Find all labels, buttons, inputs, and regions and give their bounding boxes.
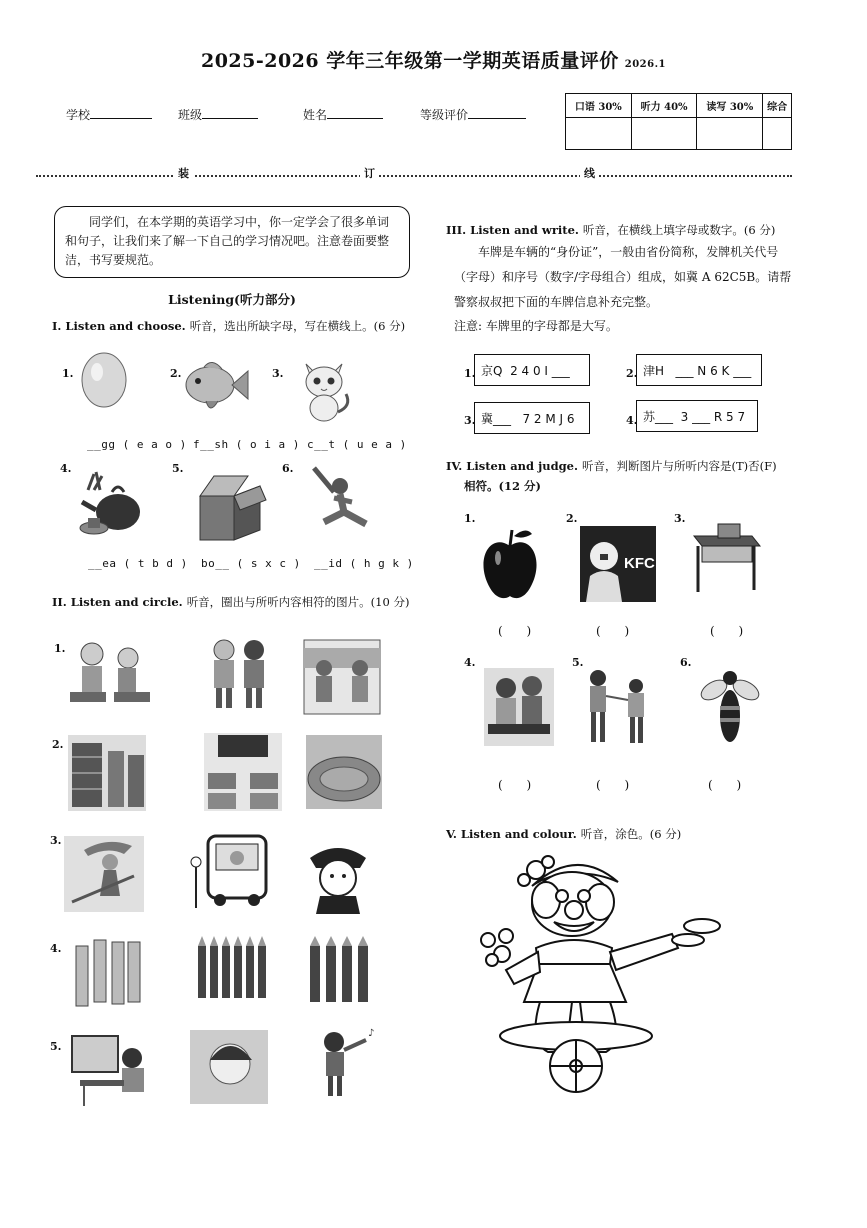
section3-note: 注意: 车牌里的字母都是大写。 [454, 319, 618, 333]
s1-blank-2[interactable]: f__sh ( o i a ) [193, 438, 300, 451]
s2-r3-pic-b[interactable] [190, 836, 272, 908]
s4-paren-1[interactable]: ( ) [498, 624, 542, 638]
plate-3[interactable]: 冀___ 7 2 M J 6 [474, 402, 590, 434]
grade-label: 等级评价 [420, 108, 469, 122]
s4-num-1: 1. [464, 512, 476, 525]
s4-paren-6[interactable]: ( ) [708, 778, 752, 792]
intro-box: 同学们，在本学期的英语学习中，你一定学会了很多单词和句子，让我们来了解一下自己的学习情况吧。注意卷面要整洁，书写要规范。 [54, 206, 410, 278]
grade-field[interactable] [420, 106, 526, 123]
score-head-rw: 读写 30% [697, 94, 763, 118]
s2-num-3: 3. [50, 834, 62, 847]
section3-paragraph: 车牌是车辆的“身份证”，一般由省份简称，发牌机关代号（字母）和序号（数字/字母组合）组成，如冀 A 62C5B。请帮警察叔叔把下面的车牌信息补充完整。 [454, 245, 792, 309]
s4-paren-2[interactable]: ( ) [596, 624, 640, 638]
s1-num-2: 2. [170, 367, 182, 380]
s1-blank-3[interactable]: c__t ( u e a ) [307, 438, 407, 451]
plate-num-1: 1. [464, 367, 476, 380]
page-title [0, 46, 867, 73]
s1-blank-6[interactable]: __id ( h g k ) [314, 557, 414, 570]
s2-num-4: 4. [50, 942, 62, 955]
s2-r1-pic-a[interactable] [70, 636, 150, 710]
score-table [565, 93, 792, 150]
s2-num-2: 2. [52, 738, 64, 751]
family-picture [484, 668, 554, 746]
kfc-logo-text: KFC [624, 555, 655, 572]
score-head-listening: 听力 40% [631, 94, 697, 118]
s1-blank-4[interactable]: __ea ( t b d ) [88, 557, 188, 570]
s4-num-4: 4. [464, 656, 476, 669]
listening-heading: Listening(听力部分) [168, 292, 296, 307]
s2-r4-pic-a[interactable] [74, 938, 142, 1008]
egg-picture [80, 350, 130, 410]
s2-num-1: 1. [54, 642, 66, 655]
svg-text:♪: ♪ [368, 1028, 375, 1039]
bee-picture [700, 666, 760, 748]
binding-line [36, 175, 792, 177]
s2-r4-pic-c[interactable] [308, 936, 372, 1006]
section5-title: V. Listen and colour. 听音，涂色。(6 分) [446, 827, 682, 841]
title-text: 2025-2026 学年三年级第一学期英语质量评价 [200, 50, 619, 72]
score-cell[interactable] [566, 118, 632, 150]
s2-r4-pic-b[interactable] [196, 936, 266, 1008]
s1-num-4: 4. [60, 462, 72, 475]
section4-title-line2: 相符。(12 分) [464, 479, 541, 493]
school-label: 学校 [66, 108, 91, 122]
section1-title: I. Listen and choose. 听音，选出所缺字母，写在横线上。(6 分) [52, 319, 406, 333]
name-field[interactable] [303, 106, 383, 123]
s2-r3-pic-c[interactable] [300, 838, 376, 914]
score-cell[interactable] [697, 118, 763, 150]
desk-picture [692, 520, 762, 592]
cut-mark-zhuang: 装 [174, 165, 193, 181]
plate-4[interactable]: 苏___ 3 ___ R 5 7 [636, 400, 758, 432]
s4-num-5: 5. [572, 656, 584, 669]
s2-r2-pic-b[interactable] [204, 733, 282, 811]
s4-paren-3[interactable]: ( ) [710, 624, 754, 638]
apple-picture [480, 526, 540, 602]
kfc-picture [580, 526, 656, 602]
children-picture [582, 668, 652, 746]
s1-blank-5[interactable]: bo__ ( s x c ) [201, 557, 301, 570]
cat-picture [296, 354, 354, 422]
s4-num-6: 6. [680, 656, 692, 669]
s4-num-2: 2. [566, 512, 578, 525]
section2-title: II. Listen and circle. 听音，圈出与所听内容相符的图片。(10 分) [52, 595, 410, 609]
s2-r1-pic-c[interactable] [304, 640, 380, 714]
plate-num-2: 2. [626, 367, 638, 380]
name-label: 姓名 [303, 108, 328, 122]
score-cell[interactable] [763, 118, 792, 150]
section4-title: IV. Listen and judge. 听音，判断图片与所听内容是(T)否(F) [446, 459, 777, 473]
s4-num-3: 3. [674, 512, 686, 525]
class-field[interactable] [178, 106, 258, 123]
s1-blank-1[interactable]: __gg ( e a o ) [87, 438, 187, 451]
s2-r5-pic-b[interactable] [190, 1030, 268, 1104]
score-head-oral: 口语 30% [566, 94, 632, 118]
box-picture [194, 472, 266, 542]
teapot-picture [74, 472, 146, 538]
score-cell[interactable] [631, 118, 697, 150]
s1-num-3: 3. [272, 367, 284, 380]
section3-title: III. Listen and write. 听音，在横线上填字母或数字。(6 分) [446, 223, 776, 237]
plate-num-4: 4. [626, 414, 638, 427]
s2-r1-pic-b[interactable] [202, 636, 274, 712]
cut-mark-ding: 订 [360, 165, 379, 181]
clown-picture[interactable] [476, 852, 728, 1096]
s2-r5-pic-c[interactable] [304, 1026, 380, 1098]
s4-paren-4[interactable]: ( ) [498, 778, 542, 792]
class-label: 班级 [178, 108, 203, 122]
fish-picture [182, 355, 248, 417]
s1-num-6: 6. [282, 462, 294, 475]
s2-num-5: 5. [50, 1040, 62, 1053]
plate-1[interactable]: 京Q 2 4 0 I ___ [474, 354, 590, 386]
title-date: 2026.1 [624, 59, 667, 70]
plate-2[interactable]: 津H ___ N 6 K ___ [636, 354, 762, 386]
score-head-total: 综合 [763, 94, 792, 118]
s2-r3-pic-a[interactable] [64, 836, 144, 912]
cut-mark-xian: 线 [580, 165, 599, 181]
s4-paren-5[interactable]: ( ) [596, 778, 640, 792]
s2-r5-pic-a[interactable] [72, 1036, 152, 1108]
s2-r2-pic-c[interactable] [306, 735, 382, 809]
plate-num-3: 3. [464, 414, 476, 427]
s1-num-1: 1. [62, 367, 74, 380]
s2-r2-pic-a[interactable] [68, 735, 146, 811]
kid-picture [304, 462, 372, 534]
s1-num-5: 5. [172, 462, 184, 475]
school-field[interactable] [66, 106, 152, 123]
